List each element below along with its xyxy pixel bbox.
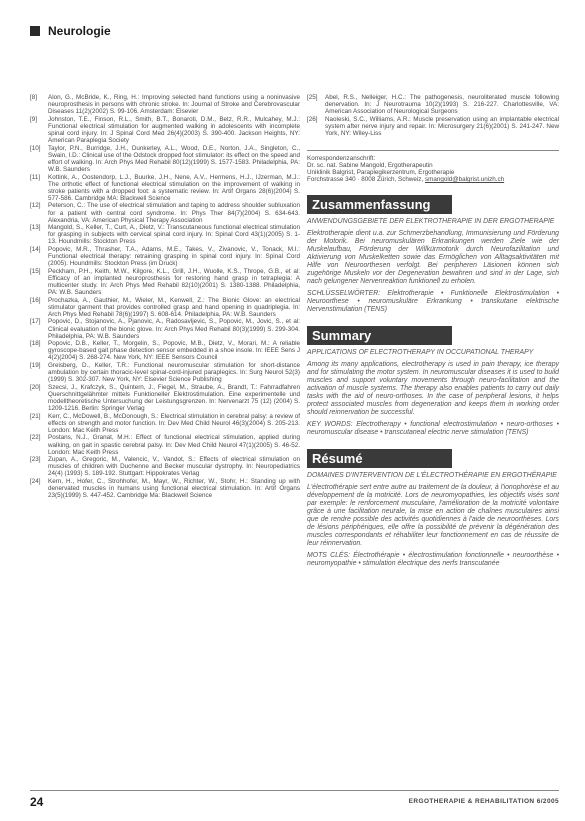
resume-keywords xyxy=(307,552,559,568)
reference-number: [14] xyxy=(30,245,41,253)
reference-number: [26] xyxy=(307,116,318,124)
reference-list-left xyxy=(30,94,300,500)
reference-text: Szecsi, J., Krafczyk, S., Quintern, J., Fiegel, M., Straube, A., Brandt, T.: Fahrradfahren Querschnittgelähmter mittels Funktioneller Elektrostimulation. Eine experimentelle und modelltheoretische Untersuchung der Leistungsgrenzen. In: Nervenarzt 75 (12) (2004) S. 1209-1216. Berlin: Springer Verlag xyxy=(48,383,300,413)
reference-number: [21] xyxy=(30,412,41,420)
reference-number: [24] xyxy=(30,477,41,485)
reference-item xyxy=(30,202,300,223)
summary-body: Among its many applications, electrotherapy is used in pain therapy, ice therapy and for stimulating the motor system. In neuromuscular diseases it is used to build muscles and support voluntary movements through neuro-facilitation and the activation of muscle systems. The therapy also enables patients to carry out daily tasks with the aid of neuro-orthoses. In the case of peripheral lesions, it helps protect associated muscles from degeneration and keeps them in working order should reinnervation be successful. xyxy=(307,361,559,417)
resume-section xyxy=(307,449,559,568)
zusammenfassung-keywords xyxy=(307,290,559,314)
reference-number: [18] xyxy=(30,340,41,348)
reference-text: Postans, N.J., Granat, M.H.: Effect of functional electrical stimulation, applied during walking, on gait in spastic cerebral palsy. In: Dev Med Child Neurol 47(1)(2005) S. 46-52. London: Mac Keith Press xyxy=(48,434,300,456)
reference-item xyxy=(30,384,300,412)
right-column xyxy=(307,94,559,572)
reference-number: [17] xyxy=(30,318,41,326)
reference-item xyxy=(30,145,300,173)
reference-text: Alon, G., McBride, K., Ring, H.: Improving selected hand functions using a noninvasive neuroprosthesis in persons with chronic stroke. In: Journal of Stroke and Cerebrovascular Diseases 11(2)(2002) S. 99-106. Amsterdam: Elsevier xyxy=(48,94,300,116)
resume-keywords-label: MOTS CLÉS: xyxy=(307,552,351,560)
reference-number: [25] xyxy=(307,94,318,101)
reference-item xyxy=(30,94,300,115)
reference-item xyxy=(30,318,300,339)
zusammenfassung-heading: Zusammenfassung xyxy=(307,195,562,214)
square-bullet-icon xyxy=(30,26,40,36)
zusammenfassung-title: ANWENDUNGSGEBIETE DER ELEKTROTHERAPIE IN DER ERGOTHERAPIE xyxy=(307,218,555,226)
reference-text: Kottink, A., Oostendorp, L.J., Buurke, J.H., Nene, A.V., Hermens, H.J., IJzerman, M.J.: The orthotic effect of functional electrical stimulation on the improvement of walking in stroke patients with a dropped foot: a systematic review. In: Artif Organs 28(6)(2004) S. 577-586. Cambridge MA: Blackwell Science xyxy=(48,173,300,202)
reference-text: Mangold, S., Keller, T., Curt, A., Dietz, V.: Transcutaneous functional electrical stimulation for grasping in subjects with cervical spinal cord injury. In: Spinal Cord 43(1)(2005) S. 1-13. Houndmills: Stockton Press xyxy=(48,224,300,246)
resume-title: DOMAINES D'INTERVENTION DE L'ÉLECTROTHÉRAPIE EN ERGOTHÉRAPIE xyxy=(307,472,557,480)
reference-item xyxy=(307,116,559,137)
reference-number: [11] xyxy=(30,173,41,181)
reference-text: Prochazka, A., Gauthier, M., Wieler, M., Kenwell, Z.: The Bionic Glove: an electrical stimulator garment that provides controlled grasp and hand opening in quadriplegia. In: Arch Phys Med Rehabil 78(6)(1997) S. 608-614. Philadelphia, PA: W.B. Saunders xyxy=(48,296,300,318)
reference-text: Kerr, C., McDowell, B., McDonough, S.: Electrical stimulation in cerebral palsy: a review of effects on strength and motor function. In: Dev Med Child Neurol 46(3)(2004) S. 205-213. London: Mac Keith Press xyxy=(48,412,300,434)
zusammenfassung-body: Elektrotherapie dient u.a. zur Schmerzbehandlung, Immunisierung und Förderung der Motorik. Bei neuromuskulären Erkrankungen werden Ziele wie der Muskelaufbau, Förderung der Willkürmotorik durch Neurofazilitation und Aktivierung von Muskelketten sowie das Ermöglichen von Alltagsaktivitäten mit Hilfe von Neuroorthesen verfolgt. Bei peripheren Läsionen können sich zugehörige Muskeln vor der Degeneration bewahren und sind in der Lage, sich nach gelungener Nervenreaktion funktionell zu erholen. xyxy=(307,230,559,286)
reference-item xyxy=(30,174,300,202)
contact-address xyxy=(307,176,559,183)
reference-item xyxy=(30,224,300,245)
summary-heading: Summary xyxy=(307,326,562,345)
summary-section xyxy=(307,326,559,437)
reference-number: [15] xyxy=(30,267,41,275)
reference-list-right xyxy=(307,94,559,138)
reference-number: [16] xyxy=(30,296,41,304)
reference-number: [20] xyxy=(30,383,41,391)
page-number: 24 xyxy=(30,795,44,809)
zusammenfassung-section xyxy=(307,195,559,314)
resume-keywords-list: Électrothérapie • électrostimulation fonctionnelle • neuroorthèse • neuromyopathie • stimulation électrique des nerfs transcutanée xyxy=(307,552,559,568)
reference-item xyxy=(30,456,300,477)
zusammenfassung-keywords-label: SCHLÜSSELWÖRTER: xyxy=(307,290,381,298)
reference-item xyxy=(30,246,300,267)
reference-text: Peckham, P.H., Keith, M.W., Kilgore, K.L., Grill, J.H., Wuolle, K.S., Thrope, G.B., et al: Efficacy of an implanted neuroprosthesis for restoring hand grasp in tetraplegia: A multicenter study. In: Arch Phys Med Rehabil 82(10)(2001) S. 1380-1388. Philadelphia, PA: W.B. Saunders xyxy=(48,267,300,297)
reference-item xyxy=(30,116,300,144)
contact-clinic: Uniklinik Balgrist, Paraplegikerzentrum, Ergotherapie xyxy=(307,168,455,176)
section-header xyxy=(30,24,111,38)
reference-number: [8] xyxy=(30,94,38,101)
reference-text: Abel, R.S., Nelleiger, H.C.: The pathogenesis, neuroliterated muscle following denervation. In: J Neurotrauma 10(2)(1993) S. 216-227. Charlottesville, VA: American Association of Neurological Surgeons xyxy=(325,94,559,116)
page-footer xyxy=(30,790,559,809)
resume-body: L'électrothérapie sert entre autre au traitement de la douleur, à l'ionophorèse et au développement de la motricité. Lors de neuromyopathies, les objectifs visés sont par exemple: le renforcement musculaire, l'amélioration de la motricité volontaire grâce à une facilitation neurale, la mise en action de chaînes musculaires ainsi que de rendre possible des activités quotidiennes à l'aide de neuroorthèses. Lors de lésions périphériques, elle offre la possibilité de prévenir la dégénération des muscles correspondants et réhabiliter leur fonctionnement en cas de réussite de leur réinnervation. xyxy=(307,484,559,548)
reference-number: [23] xyxy=(30,456,41,464)
reference-item xyxy=(30,478,300,499)
contact-email-link[interactable]: smangold@balgrist.unizh.ch xyxy=(424,176,505,184)
reference-item xyxy=(307,94,559,115)
contact-label: Korrespondenzanschrift: xyxy=(307,150,559,162)
reference-text: Zupan, A., Gregoric, M., Valencic, V., Vandot, S.: Effects of electrical stimulation on muscles of children with Duchenne and Becker muscular dystrophy. In: Neuropediatrics 24(4) (1993) S. 189-192. Stuttgart: Hippokrates Verlag xyxy=(48,456,300,478)
summary-keywords xyxy=(307,421,559,437)
reference-item xyxy=(30,268,300,296)
contact-street: Forchstrasse 340 · 8008 Zürich, Schweiz, xyxy=(307,176,424,184)
reference-text: Greisberg, D., Keller, T.R.: Functional neuromuscular stimulation for short-distance ambulation by certain thoracic-level spinal-cord-injured paraplegics. In: Surg Neurol 52(3)(1999) S. 302-307. New York, NY: Elsevier Science Publishing xyxy=(48,361,300,384)
journal-name: ERGOTHERAPIE & REHABILITATION 6/2005 xyxy=(408,798,559,805)
reference-item xyxy=(30,413,300,434)
summary-title: APPLICATIONS OF ELECTROTHERAPY IN OCCUPATIONAL THERAPY xyxy=(307,349,534,357)
reference-item xyxy=(30,340,300,361)
reference-text: Johnston, T.E., Finson, R.L., Smith, B.T., Bonaroti, D.M., Betz, R.R., Mulcahey, M.J.: Functional electrical stimulation for augmented walking in adolescents with incomplete spinal cord injury. In: J Spinal Cord Med 26(4)(2003) S. 390-400. Jackson Heights, NY: American Paraplegia Society xyxy=(48,115,300,145)
reference-text: Kern, H., Hofer, C., Strohhofer, M., Mayr, W., Richter, W., Stohr, H.: Standing up with denervated muscles in humans using functional electrical stimulation. In: Artif Organs 23(5)(1999) S. 447-452. Cambridge Ma: Blackwell Science xyxy=(48,477,300,500)
reference-number: [13] xyxy=(30,224,41,232)
reference-text: Taylor, P.N., Burridge, J.H., Dunkerley, A.L., Wood, D.E., Norton, J.A., Singleton, C., Swain, I.D.: Clinical use of the Odstock dropped foot stimulator: its effect on the speed and effort of walking. In: Arch Phys Med Rehabil 80(12)(1999) S. 1577-1583. Philadelphia, PA: W.B. Saunders xyxy=(48,144,300,173)
reference-text: Popovic, D.B., Keller, T., Morgelin, S., Popovic, M.B., Dietz, V., Morari, M.: A reliable gyroscope-based gait phase detection sensor embedded in a shoe insole. In: IEEE Sens J 4(2)(2004) S. 268-274. New York, NY: IEEE Sensors Council xyxy=(48,340,300,362)
reference-text: Popovic, D., Stojanovic, A., Pjanovic, A., Radosavljevic, S., Popovic, M., Jovic, S., et al: Clinical evaluation of the bionic glove. In: Arch Phys Med Rehabil 80(3)(1999) S. 299-304. Philadelphia, PA: W.B. Saunders xyxy=(48,318,300,340)
resume-heading: Résumé xyxy=(307,449,562,468)
reference-item xyxy=(30,434,300,455)
reference-text: Peterson, C.: The use of electrical stimulation and taping to address shoulder subluxation for a patient with central cord syndrome. In: Phys Ther 84(7)(2004) S. 634-643. Alexandria, VA: American Physical Therapy Association xyxy=(48,202,300,224)
section-title: Neurologie xyxy=(48,24,111,38)
reference-number: [19] xyxy=(30,361,41,369)
contact-name: Dr. sc. nat. Sabine Mangold, Ergotherapeutin xyxy=(307,161,433,169)
reference-number: [10] xyxy=(30,144,41,152)
reference-text: Naoleski, S.C., Williams, A.R.: Muscle preservation using an implantable electrical system after nerve injury and repair. In: Microsurgery 21(6)(2001) S. 241-247. New York, NY: Wiley-Liss xyxy=(325,116,559,138)
zusammenfassung-keywords-list: Elektrotherapie • Funktionelle Elektrostimulation • Neuroorthese • neuromuskuläre Erkrankung • transkutane elektrische Nervenstimulation (TENS) xyxy=(307,290,559,314)
summary-keywords-list: Electrotherapy • functional electrostimulation • neuro-orthoses • neuromuscular disease • transcutaneal electric nerve stimulation (TENS) xyxy=(307,421,559,437)
reference-text: Popovic, M.R., Thrasher, T.A., Adams, M.E., Takes, V., Zivanovic, V., Tonack, M.I.: Functional electrical therapy: retraining grasping in spinal cord injury. In: Spinal Cord (2005). Houndmills: Stockton Press (im Druck) xyxy=(48,245,300,268)
reference-number: [22] xyxy=(30,434,41,442)
summary-keywords-label: KEY WORDS: xyxy=(307,421,353,429)
reference-item xyxy=(30,362,300,383)
reference-item xyxy=(30,297,300,318)
reference-number: [9] xyxy=(30,115,38,123)
reference-number: [12] xyxy=(30,202,41,210)
